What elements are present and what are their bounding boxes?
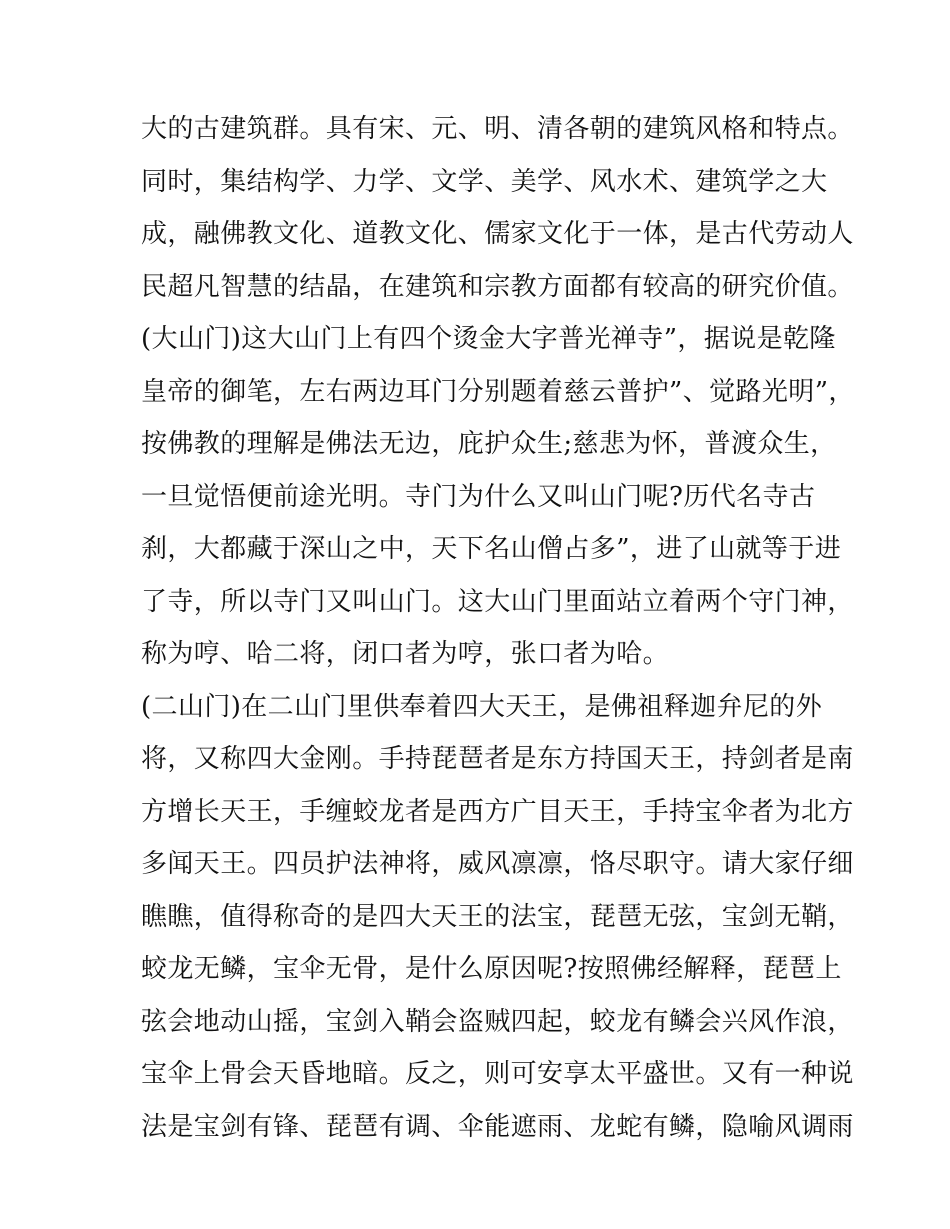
- text-line: 多闻天王。四员护法神将，威风凛凛，恪尽职守。请大家仔细: [141, 849, 854, 879]
- text-line: 一旦觉悟便前途光明。寺门为什么又叫山门呢?历代名寺古: [141, 481, 816, 512]
- text-line: 同时，集结构学、力学、文学、美学、风水术、建筑学之大: [141, 166, 828, 197]
- text-line: 蛟龙无鳞，宝伞无骨，是什么原因呢?按照佛经解释，琵琶上: [141, 954, 842, 984]
- text-line: (大山门)这大山门上有四个烫金大字普光禅寺”，据说是乾隆: [141, 324, 836, 354]
- text-line: 按佛教的理解是佛法无边，庇护众生;慈悲为怀，普渡众生，: [141, 429, 837, 459]
- text-line: 宝伞上骨会天昏地暗。反之，则可安享太平盛世。又有一种说: [141, 1059, 854, 1089]
- text-line: 弦会地动山摇，宝剑入鞘会盗贼四起，蛟龙有鳞会兴风作浪，: [141, 1006, 854, 1037]
- body-text: [141, 103, 855, 1153]
- text-line: 称为哼、哈二将，闭口者为哼，张口者为哈。: [141, 639, 670, 669]
- text-line: 瞧瞧，值得称奇的是四大天王的法宝，琵琶无弦，宝剑无鞘，: [141, 901, 854, 932]
- text-line: 法是宝剑有锋、琵琶有调、伞能遮雨、龙蛇有鳞，隐喻风调雨: [141, 1111, 854, 1142]
- text-line: 大的古建筑群。具有宋、元、明、清各朝的建筑风格和特点。: [141, 114, 854, 144]
- text-line: 成，融佛教文化、道教文化、儒家文化于一体，是古代劳动人: [141, 219, 854, 249]
- text-line: 方增长天王，手缠蛟龙者是西方广目天王，手持宝伞者为北方: [141, 796, 854, 827]
- text-line: 将，又称四大金刚。手持琵琶者是东方持国天王，持剑者是南: [141, 744, 854, 774]
- text-line: 刹，大都藏于深山之中，天下名山僧占多”，进了山就等于进: [141, 534, 842, 564]
- text-line: 了寺，所以寺门又叫山门。这大山门里面站立着两个守门神，: [141, 586, 854, 617]
- text-line: 民超凡智慧的结晶，在建筑和宗教方面都有较高的研究价值。: [141, 271, 854, 302]
- text-line: 皇帝的御笔，左右两边耳门分别题着慈云普护”、觉路光明”，: [141, 376, 855, 407]
- text-line: (二山门)在二山门里供奉着四大天王，是佛祖释迦弁尼的外: [141, 691, 823, 722]
